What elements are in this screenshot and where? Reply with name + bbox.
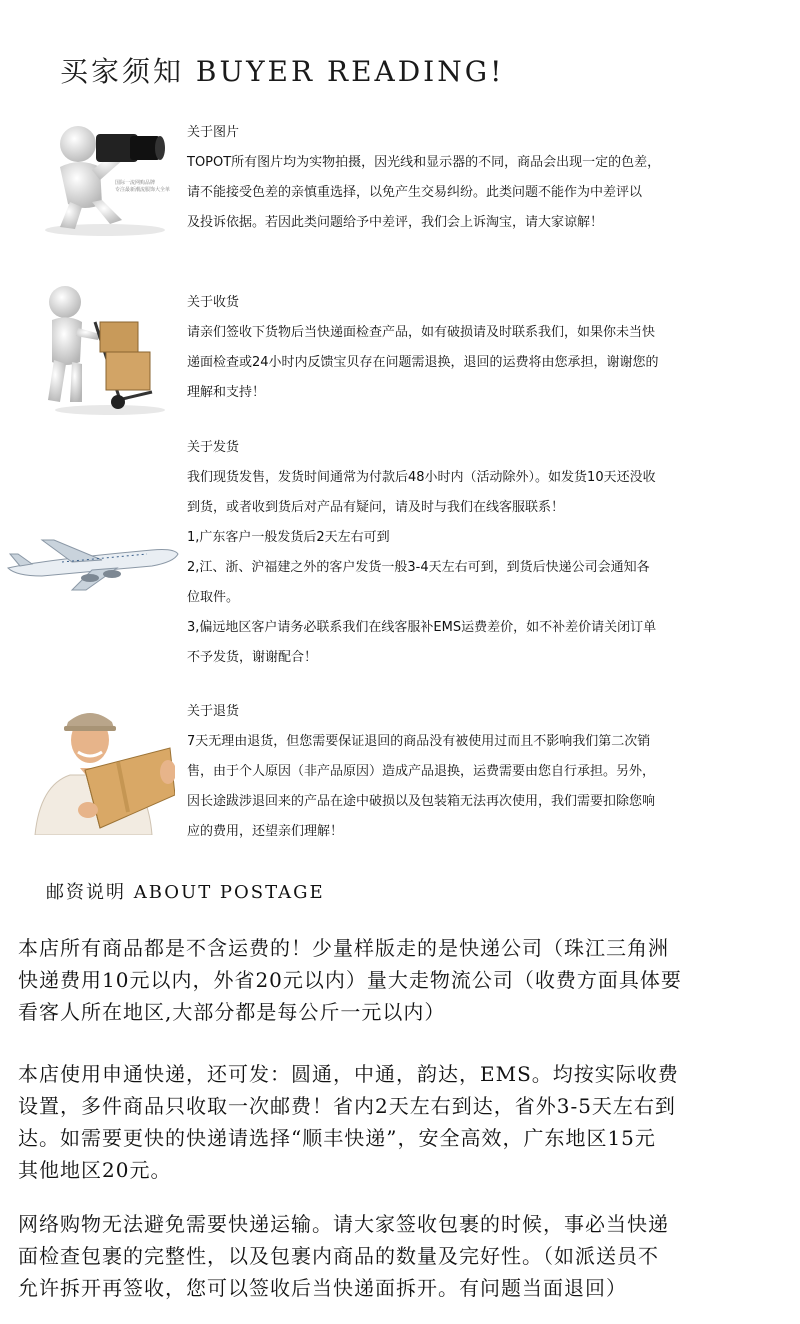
photographer-figure-image — [30, 112, 190, 237]
paragraph-line: 本店所有商品都是不含运费的！少量样版走的是快递公司（珠江三角洲 — [18, 936, 669, 960]
section-line: 不予发货，谢谢配合！ — [187, 650, 318, 665]
section-line: 7天无理由退货，但您需要保证退回的商品没有被使用过而且不影响我们第二次销 — [187, 734, 651, 749]
camera-caption: 国际一流网购品牌 专注最新潮流服饰大全单 — [115, 180, 171, 193]
section-line: 2,江、浙、沪福建之外的客户发货一般3-4天左右可到，到货后快递公司会通知各 — [187, 560, 650, 575]
section-shipping — [187, 433, 787, 673]
paragraph-line: 网络购物无法避免需要快递运输。请大家签收包裹的时候，事必当快递 — [18, 1212, 669, 1236]
section-heading: 关于收货 — [187, 295, 240, 310]
section-line: TOPOT所有图片均为实物拍摄，因光线和显示器的不同，商品会出现一定的色差， — [187, 155, 661, 170]
hand-truck-figure-image — [40, 282, 170, 417]
paragraph-line: 其他地区20元。 — [18, 1158, 172, 1182]
section-line: 售，由于个人原因（非产品原因）造成产品退换，运费需要由您自行承担。另外， — [187, 764, 656, 779]
section-line: 理解和支持！ — [187, 385, 266, 400]
paragraph-line: 达。如需要更快的快递请选择“顺丰快递”，安全高效，广东地区15元 — [18, 1126, 656, 1150]
delivery-man-image — [30, 700, 175, 835]
paragraph-line: 设置，多件商品只收取一次邮费！省内2天左右到达，省外3-5天左右到 — [18, 1094, 676, 1118]
paragraph-line: 允许拆开再签收，您可以签收后当快递面拆开。有问题当面退回） — [18, 1276, 627, 1300]
section-line: 3,偏远地区客户请务必联系我们在线客服补EMS运费差价，如不补差价请关闭订单 — [187, 620, 657, 635]
airplane-image — [2, 532, 182, 594]
section-line: 到货，或者收到货后对产品有疑问，请及时与我们在线客服联系！ — [187, 500, 565, 515]
postage-title: 邮资说明 ABOUT POSTAGE — [46, 882, 325, 903]
section-heading: 关于发货 — [187, 440, 240, 455]
paragraph-line: 本店使用申通快递，还可发：圆通，中通，韵达，EMS。均按实际收费 — [18, 1062, 679, 1086]
section-line: 1,广东客户一般发货后2天左右可到 — [187, 530, 390, 545]
page-title: 买家须知 BUYER READING! — [60, 55, 505, 88]
postage-paragraph-2 — [18, 1058, 793, 1186]
section-line: 应的费用，还望亲们理解！ — [187, 824, 344, 839]
postage-paragraph-3 — [18, 1208, 793, 1304]
section-line: 位取件。 — [187, 590, 240, 605]
section-line: 请不能接受色差的亲慎重选择，以免产生交易纠纷。此类问题不能作为中差评以 — [187, 185, 643, 200]
section-line: 请亲们签收下货物后当快递面检查产品，如有破损请及时联系我们，如果你未当快 — [187, 325, 656, 340]
paragraph-line: 看客人所在地区,大部分都是每公斤一元以内） — [18, 1000, 446, 1024]
section-line: 我们现货发售，发货时间通常为付款后48小时内（活动除外）。如发货10天还没收 — [187, 470, 656, 485]
postage-paragraph-1 — [18, 932, 793, 1028]
section-heading: 关于图片 — [187, 125, 240, 140]
section-line: 因长途跋涉退回来的产品在途中破损以及包装箱无法再次使用，我们需要扣除您响 — [187, 794, 656, 809]
section-line: 及投诉依据。若因此类问题给予中差评，我们会上诉淘宝，请大家谅解！ — [187, 215, 604, 230]
section-line: 递面检查或24小时内反馈宝贝存在问题需退换，退回的运费将由您承担，谢谢您的 — [187, 355, 659, 370]
section-receiving — [187, 288, 787, 408]
paragraph-line: 快递费用10元以内，外省20元以内）量大走物流公司（收费方面具体要 — [18, 968, 682, 992]
section-returns — [187, 697, 787, 847]
paragraph-line: 面检查包裹的完整性，以及包裹内商品的数量及完好性。（如派送员不 — [18, 1244, 659, 1268]
section-heading: 关于退货 — [187, 704, 240, 719]
section-pictures — [187, 118, 787, 238]
